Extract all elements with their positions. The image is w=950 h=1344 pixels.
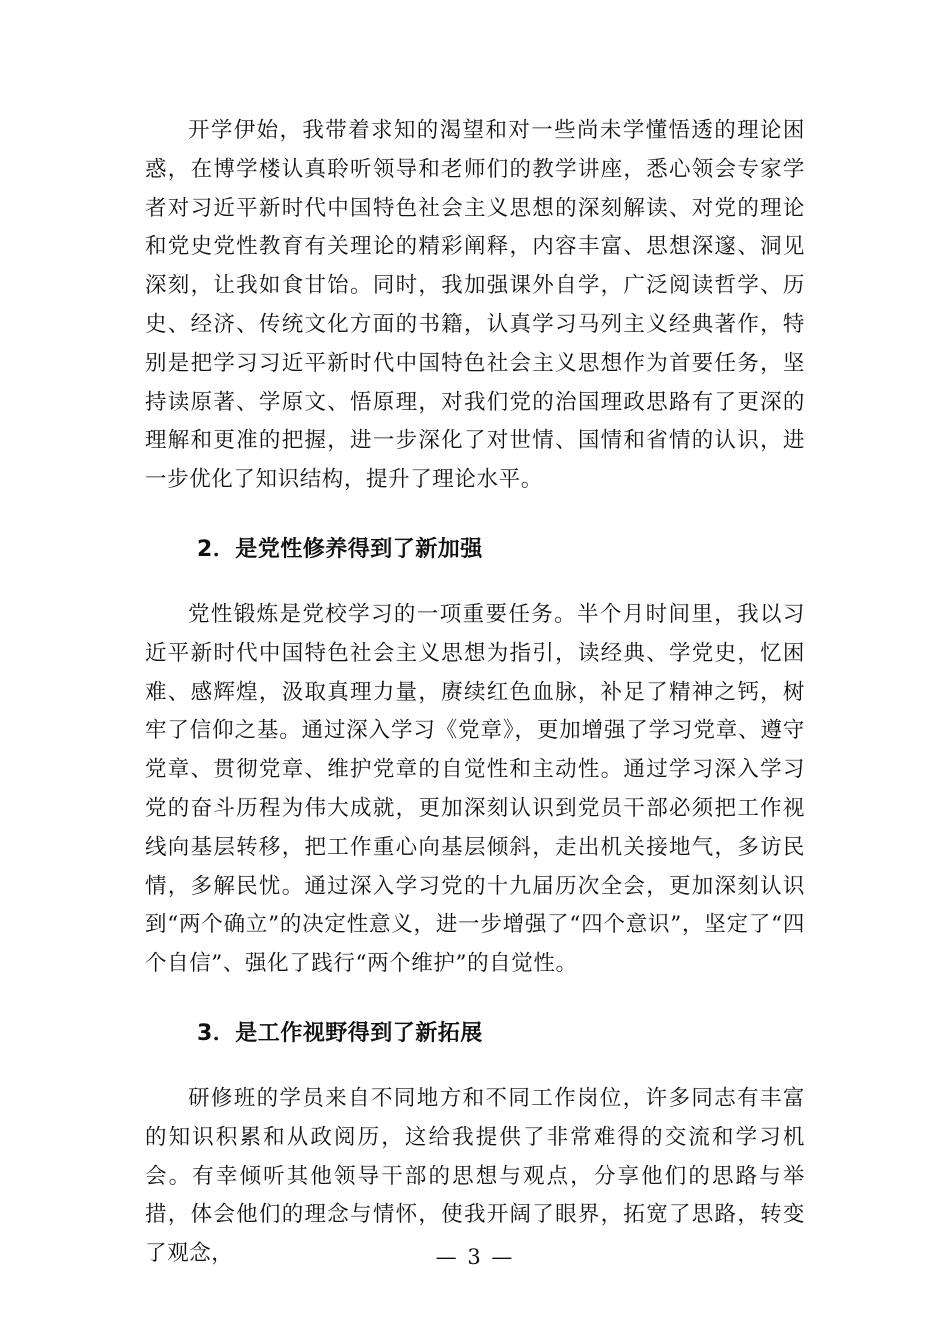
paragraph-work-vision: 研修班的学员来自不同地方和不同工作岗位，许多同志有丰富的知识积累和从政阅历，这给我提供了非常难得的交流和学习机会。有幸倾听其他领导干部的思想与观点，分享他们的思路与举措，体会他们的理念与情怀，使我开阔了眼界，拓宽了思路，转变了观念， (145, 1085, 805, 1267)
page-number: — 3 — (435, 1245, 515, 1269)
document-body (145, 112, 805, 1274)
paragraph-study-theory: 开学伊始，我带着求知的渴望和对一些尚未学懂悟透的理论困惑，在博学楼认真聆听领导和老师们的教学讲座，悉心领会专家学者对习近平新时代中国特色社会主义思想的深刻解读、对党的理论和党史党性教育有关理论的精彩阐释，内容丰富、思想深邃、洞见深刻，让我如食甘饴。同时，我加强课外自学，广泛阅读哲学、历史、经济、传统文化方面的书籍，认真学习马列主义经典著作，特别是把学习习近平新时代中国特色社会主义思想作为首要任务，坚持读原著、学原文、悟原理，对我们党的治国理政思路有了更深的理解和更准的把握，进一步深化了对世情、国情和省情的认识，进一步优化了知识结构，提升了理论水平。 (145, 118, 805, 493)
section-heading-work-vision: 3．是工作视野得到了新拓展 (197, 1020, 483, 1046)
paragraph-party-spirit: 党性锻炼是党校学习的一项重要任务。半个月时间里，我以习近平新时代中国特色社会主义思想为指引，读经典、学党史，忆困难、感辉煌，汲取真理力量，赓续红色血脉，补足了精神之钙，树牢了信仰之基。通过深入学习《党章》，更加增强了学习党章、遵守党章、贯彻党章、维护党章的自觉性和主动性。通过学习深入学习党的奋斗历程为伟大成就，更加深刻认识到党员干部必须把工作视线向基层转移，把工作重心向基层倾斜，走出机关接地气，多访民情，多解民忧。通过深入学习党的十九届历次全会，更加深刻认识到“两个确立”的决定性意义，进一步增强了“四个意识”，坚定了“四个自信”、强化了践行“两个维护”的自觉性。 (145, 601, 805, 977)
section-heading-party-spirit: 2．是党性修养得到了新加强 (197, 536, 483, 562)
